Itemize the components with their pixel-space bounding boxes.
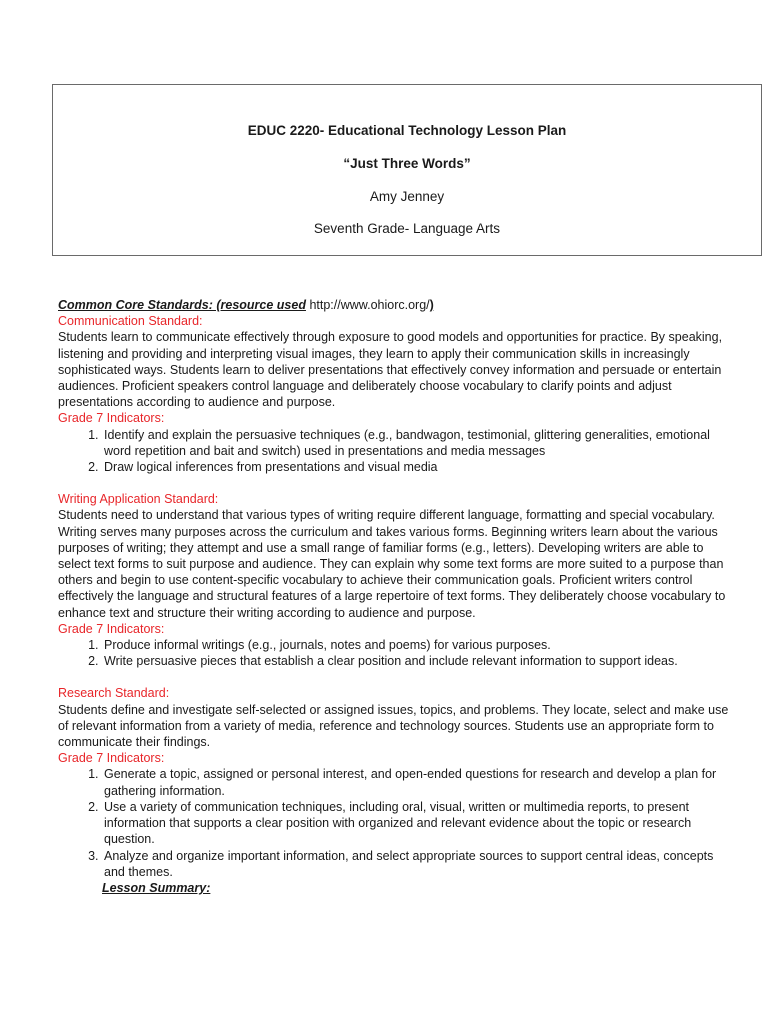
- standards-heading: [58, 297, 734, 313]
- author-name: Amy Jenney: [369, 189, 445, 204]
- research-indicators-list: [58, 766, 734, 879]
- list-item: 1. Identify and explain the persuasive techniques (e.g., bandwagon, testimonial, glittering generalities, emotional word repetition and bait and switch) used in presentations and media messages: [102, 427, 734, 459]
- course-title: EDUC 2220- Educational Technology Lesson Plan: [247, 123, 567, 138]
- communication-standard-label: Communication Standard:: [58, 314, 203, 329]
- document-body: [58, 297, 734, 896]
- standards-heading-close: ): [429, 298, 434, 312]
- lesson-title: “Just Three Words”: [343, 156, 471, 171]
- communication-indicators-list: [58, 427, 734, 476]
- grade-subject: Seventh Grade- Language Arts: [313, 221, 501, 236]
- list-item: 1. Produce informal writings (e.g., journals, notes and poems) for various purposes.: [102, 637, 734, 653]
- writing-indicators-list: [58, 637, 734, 669]
- research-standard-body: Students define and investigate self-selected or assigned issues, topics, and problems. They locate, select and make use of relevant information from a variety of media, reference and technology sources. Students use an appropriate form to communicate their findings.: [58, 702, 729, 750]
- research-standard-label: Research Standard:: [58, 686, 170, 701]
- spacer: [58, 475, 734, 491]
- list-item: 2. Draw logical inferences from presentations and visual media: [102, 459, 734, 475]
- lesson-summary-heading: Lesson Summary:: [102, 880, 211, 895]
- title-box: [52, 84, 762, 256]
- list-item: 3. Analyze and organize important information, and select appropriate sources to support central ideas, concepts and themes.: [102, 848, 734, 880]
- standards-heading-text: Common Core Standards: (resource used: [58, 298, 306, 312]
- writing-indicators-label: Grade 7 Indicators:: [58, 621, 165, 636]
- communication-indicators-label: Grade 7 Indicators:: [58, 411, 165, 426]
- research-indicators-label: Grade 7 Indicators:: [58, 751, 165, 766]
- writing-standard-label: Writing Application Standard:: [58, 492, 219, 507]
- resource-link[interactable]: http://www.ohiorc.org/: [309, 298, 430, 312]
- list-item: 2. Write persuasive pieces that establish a clear position and include relevant information to support ideas.: [102, 653, 734, 669]
- writing-standard-body: Students need to understand that various types of writing require different language, formatting and special vocabulary. Writing serves many purposes across the curriculum and takes various forms. Beginning writers learn about the various purposes of writing; they attempt and use a small range of familiar forms (e.g., letters). Developing writers are able to select text forms to suit purpose and audience. They can explain why some text forms are more suited to a purpose than others and begin to use content-specific vocabulary to achieve their communication goals. Proficient writers control effectively the language and structural features of a large repertoire of text forms. They deliberately choose vocabulary to enhance text and structure their writing according to audience and purpose.: [58, 508, 726, 620]
- list-item: 1. Generate a topic, assigned or personal interest, and open-ended questions for research and develop a plan for gathering information.: [102, 766, 734, 798]
- list-item: 2. Use a variety of communication techniques, including oral, visual, written or multimedia reports, to present information that supports a clear position with organized and relevant evidence about the topic or research question.: [102, 799, 734, 848]
- communication-standard-body: Students learn to communicate effectively through exposure to good models and opportunities for practice. By speaking, listening and providing and interpreting visual images, they learn to apply their communication skills in increasingly sophisticated ways. Students learn to deliver presentations that effectively convey information and persuade or entertain audiences. Proficient speakers control language and deliberately choose vocabulary to clarify points and adjust presentations according to audience and purpose.: [58, 330, 723, 410]
- spacer: [58, 669, 734, 685]
